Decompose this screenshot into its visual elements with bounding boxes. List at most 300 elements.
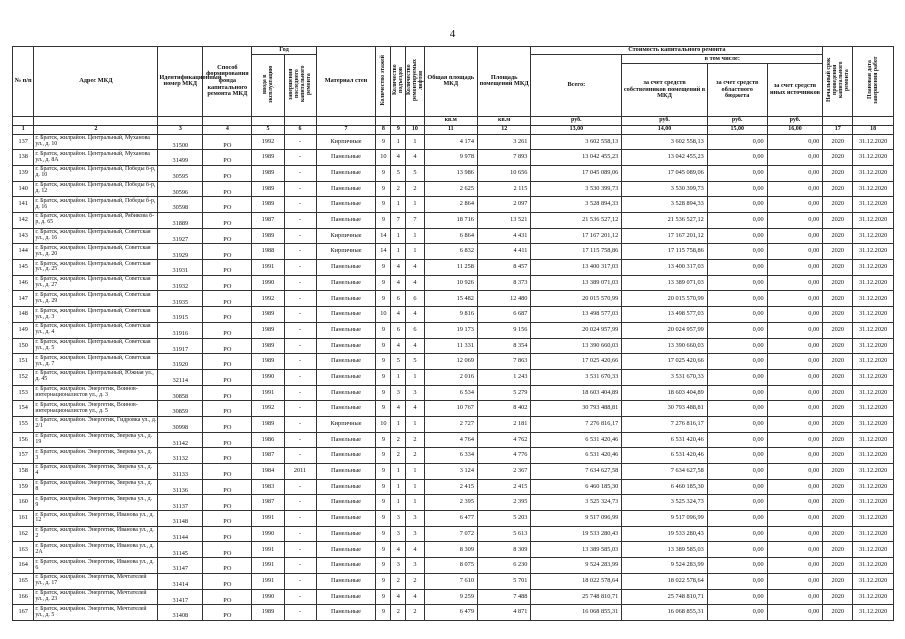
row-id: 30998 [158,416,203,432]
row-walls: Панельные [316,260,376,276]
row-entrances: 1 [391,134,406,150]
row-regional-cost: 0,00 [707,511,767,527]
row-owners-cost: 18 022 578,64 [622,573,708,589]
column-index-cell: 14,00 [622,125,708,134]
row-start: 2020 [823,416,853,432]
row-id: 30596 [158,181,203,197]
row-id: 31148 [158,511,203,527]
row-repaired: 2 [406,432,424,448]
row-year-built: 1992 [252,134,284,150]
row-floors: 9 [376,558,391,574]
row-owners-cost: 25 748 810,71 [622,589,708,605]
row-total-area: 15 482 [424,291,477,307]
row-total-area: 7 610 [424,573,477,589]
row-premises-area: 3 261 [477,134,530,150]
row-other-cost: 0,00 [767,448,823,464]
row-year-last: - [284,228,316,244]
row-walls: Панельные [316,432,376,448]
table-row [13,448,894,464]
row-finish: 31.12.2020 [853,181,894,197]
row-finish: 31.12.2020 [853,275,894,291]
row-owners-cost: 7 276 816,17 [622,416,708,432]
row-address: г. Братск, жилрайон. Центральный, Советская ул., д. 3 [34,307,158,323]
row-id: 31920 [158,354,203,370]
row-other-cost: 0,00 [767,307,823,323]
row-repaired: 4 [406,542,424,558]
row-owners-cost: 3 602 558,13 [622,134,708,150]
row-total-area: 2 727 [424,416,477,432]
row-premises-area: 2 415 [477,479,530,495]
column-index-cell: 17 [823,125,853,134]
row-finish: 31.12.2020 [853,464,894,480]
row-repaired: 2 [406,605,424,621]
table-row [13,416,894,432]
header-entrances: Количество подъездов [391,47,406,117]
row-owners-cost: 20 024 957,99 [622,322,708,338]
row-id: 31136 [158,479,203,495]
row-total-cost: 3 531 670,33 [531,369,622,385]
unit-cell: руб. [531,116,622,125]
row-start: 2020 [823,213,853,229]
row-year-built: 1991 [252,511,284,527]
row-method: РО [203,416,252,432]
row-number: 157 [13,448,34,464]
row-address: г. Братск, жилрайон. Центральный, Победы б-р, д. 12 [34,181,158,197]
row-address: г. Братск, жилрайон. Энергетик, Воинов-интернационалистов ул., д. 3 [34,385,158,401]
row-year-last: - [284,307,316,323]
row-regional-cost: 0,00 [707,385,767,401]
row-total-cost: 3 528 894,33 [531,197,622,213]
row-year-built: 1990 [252,275,284,291]
row-finish: 31.12.2020 [853,401,894,417]
row-premises-area: 8 373 [477,275,530,291]
row-floors: 9 [376,479,391,495]
row-floors: 9 [376,526,391,542]
row-year-built: 1991 [252,542,284,558]
row-repaired: 4 [406,589,424,605]
row-owners-cost: 13 390 660,03 [622,338,708,354]
row-start: 2020 [823,495,853,511]
header-id: Идентификационный номер МКД [158,47,203,117]
row-regional-cost: 0,00 [707,464,767,480]
row-year-last: - [284,401,316,417]
row-year-last: - [284,275,316,291]
row-number: 147 [13,291,34,307]
row-entrances: 5 [391,165,406,181]
row-year-last: - [284,213,316,229]
table-row [13,197,894,213]
table-row [13,307,894,323]
row-method: РО [203,150,252,166]
row-start: 2020 [823,181,853,197]
row-regional-cost: 0,00 [707,165,767,181]
row-id: 31935 [158,291,203,307]
row-floors: 9 [376,511,391,527]
row-year-last: - [284,354,316,370]
row-year-last: - [284,573,316,589]
row-year-last: - [284,542,316,558]
row-premises-area: 2 181 [477,416,530,432]
row-total-area: 2 016 [424,369,477,385]
row-address: г. Братск, жилрайон. Энергетик, Иванова ул., д. 6 [34,558,158,574]
row-year-built: 1988 [252,244,284,260]
row-owners-cost: 13 389 585,03 [622,542,708,558]
row-finish: 31.12.2020 [853,165,894,181]
row-number: 152 [13,369,34,385]
row-regional-cost: 0,00 [707,181,767,197]
row-finish: 31.12.2020 [853,260,894,276]
row-owners-cost: 3 528 894,33 [622,197,708,213]
row-entrances: 4 [391,401,406,417]
row-finish: 31.12.2020 [853,228,894,244]
row-finish: 31.12.2020 [853,369,894,385]
row-finish: 31.12.2020 [853,338,894,354]
row-start: 2020 [823,244,853,260]
row-repaired: 6 [406,291,424,307]
row-id: 31932 [158,275,203,291]
row-floors: 9 [376,181,391,197]
row-finish: 31.12.2020 [853,511,894,527]
row-id: 30598 [158,197,203,213]
row-start: 2020 [823,338,853,354]
row-other-cost: 0,00 [767,542,823,558]
row-other-cost: 0,00 [767,244,823,260]
table-row [13,150,894,166]
row-total-cost: 6 531 420,46 [531,448,622,464]
row-repaired: 4 [406,307,424,323]
row-finish: 31.12.2020 [853,558,894,574]
row-address: г. Братск, жилрайон. Центральный, Советская ул., д. 7 [34,354,158,370]
row-premises-area: 4 411 [477,244,530,260]
row-entrances: 3 [391,511,406,527]
row-regional-cost: 0,00 [707,134,767,150]
row-premises-area: 4 871 [477,605,530,621]
row-total-cost: 17 025 420,66 [531,354,622,370]
row-id: 31929 [158,244,203,260]
row-regional-cost: 0,00 [707,416,767,432]
row-finish: 31.12.2020 [853,495,894,511]
row-entrances: 1 [391,197,406,213]
row-floors: 14 [376,228,391,244]
row-year-built: 1986 [252,432,284,448]
row-number: 139 [13,165,34,181]
row-owners-cost: 17 115 758,86 [622,244,708,260]
row-repaired: 1 [406,495,424,511]
row-total-cost: 13 042 455,23 [531,150,622,166]
row-number: 165 [13,573,34,589]
table-row [13,542,894,558]
row-premises-area: 4 776 [477,448,530,464]
column-index-cell: 3 [158,125,203,134]
row-walls: Панельные [316,589,376,605]
row-year-last: 2011 [284,464,316,480]
table-row [13,479,894,495]
row-total-area: 13 986 [424,165,477,181]
row-owners-cost: 13 042 455,23 [622,150,708,166]
capital-repair-table [12,46,894,621]
row-entrances: 1 [391,369,406,385]
row-start: 2020 [823,385,853,401]
row-other-cost: 0,00 [767,416,823,432]
row-floors: 9 [376,213,391,229]
row-number: 163 [13,542,34,558]
row-regional-cost: 0,00 [707,479,767,495]
row-id: 30595 [158,165,203,181]
row-other-cost: 0,00 [767,228,823,244]
row-id: 31500 [158,134,203,150]
row-finish: 31.12.2020 [853,416,894,432]
row-number: 140 [13,181,34,197]
row-regional-cost: 0,00 [707,542,767,558]
unit-cell: кв.м [424,116,477,125]
row-entrances: 1 [391,479,406,495]
row-regional-cost: 0,00 [707,526,767,542]
row-repaired: 1 [406,479,424,495]
row-total-area: 8 075 [424,558,477,574]
column-index-cell: 1 [13,125,34,134]
row-method: РО [203,385,252,401]
row-repaired: 5 [406,165,424,181]
row-address: г. Братск, жилрайон. Энергетик, Мечтателей ул., д. 5 [34,605,158,621]
row-total-cost: 6 531 420,46 [531,432,622,448]
row-method: РО [203,464,252,480]
row-regional-cost: 0,00 [707,197,767,213]
row-premises-area: 5 613 [477,526,530,542]
row-number: 164 [13,558,34,574]
row-repaired: 4 [406,401,424,417]
header-cost: Стоимость капитального ремонта [531,47,823,55]
row-total-area: 12 069 [424,354,477,370]
row-id: 30858 [158,385,203,401]
table-row [13,322,894,338]
row-finish: 31.12.2020 [853,479,894,495]
row-start: 2020 [823,307,853,323]
row-start: 2020 [823,526,853,542]
row-number: 154 [13,401,34,417]
row-method: РО [203,511,252,527]
row-repaired: 1 [406,464,424,480]
row-other-cost: 0,00 [767,479,823,495]
row-entrances: 3 [391,385,406,401]
row-floors: 9 [376,322,391,338]
row-regional-cost: 0,00 [707,322,767,338]
row-total-area: 8 309 [424,542,477,558]
row-other-cost: 0,00 [767,605,823,621]
row-other-cost: 0,00 [767,165,823,181]
row-year-built: 1991 [252,385,284,401]
row-method: РО [203,244,252,260]
row-repaired: 3 [406,558,424,574]
row-total-area: 7 072 [424,526,477,542]
row-year-last: - [284,338,316,354]
row-year-last: - [284,526,316,542]
row-finish: 31.12.2020 [853,526,894,542]
row-walls: Панельные [316,464,376,480]
column-index-cell: 6 [284,125,316,134]
row-address: г. Братск, жилрайон. Энергетик, Иванова ул., д. 2А [34,542,158,558]
row-year-built: 1991 [252,573,284,589]
row-total-area: 11 331 [424,338,477,354]
row-year-built: 1990 [252,589,284,605]
row-owners-cost: 30 793 488,81 [622,401,708,417]
column-index-row [13,125,894,134]
row-number: 155 [13,416,34,432]
row-start: 2020 [823,542,853,558]
unit-cell: руб. [622,116,708,125]
row-walls: Панельные [316,526,376,542]
row-number: 162 [13,526,34,542]
row-other-cost: 0,00 [767,338,823,354]
row-premises-area: 8 402 [477,401,530,417]
row-premises-area: 9 156 [477,322,530,338]
row-owners-cost: 19 533 280,43 [622,526,708,542]
row-id: 31132 [158,448,203,464]
row-start: 2020 [823,228,853,244]
row-number: 141 [13,197,34,213]
row-address: г. Братск, жилрайон. Центральный, Советская ул., д. 27 [34,275,158,291]
row-address: г. Братск, жилрайон. Центральный, Муханова ул., д. 8А [34,150,158,166]
row-other-cost: 0,00 [767,589,823,605]
row-total-area: 10 926 [424,275,477,291]
row-walls: Панельные [316,401,376,417]
row-walls: Панельные [316,369,376,385]
column-index-cell: 9 [391,125,406,134]
row-finish: 31.12.2020 [853,432,894,448]
row-walls: Кирпичные [316,244,376,260]
row-year-built: 1989 [252,605,284,621]
row-year-built: 1989 [252,354,284,370]
row-year-built: 1989 [252,307,284,323]
row-id: 31917 [158,338,203,354]
row-premises-area: 10 656 [477,165,530,181]
row-id: 31915 [158,307,203,323]
row-finish: 31.12.2020 [853,354,894,370]
row-year-built: 1989 [252,181,284,197]
row-floors: 9 [376,464,391,480]
row-id: 31927 [158,228,203,244]
row-method: РО [203,307,252,323]
row-entrances: 2 [391,181,406,197]
row-address: г. Братск, жилрайон. Центральный, Советская ул., д. 29 [34,291,158,307]
row-repaired: 2 [406,448,424,464]
row-repaired: 3 [406,526,424,542]
row-address: г. Братск, жилрайон. Центральный, Советская ул., д. 20 [34,244,158,260]
row-other-cost: 0,00 [767,558,823,574]
row-id: 31408 [158,605,203,621]
row-total-area: 6 534 [424,385,477,401]
row-number: 153 [13,385,34,401]
table-row [13,338,894,354]
row-year-last: - [284,291,316,307]
row-regional-cost: 0,00 [707,244,767,260]
row-walls: Панельные [316,479,376,495]
row-start: 2020 [823,401,853,417]
column-index-cell: 8 [376,125,391,134]
row-number: 161 [13,511,34,527]
row-total-area: 6 864 [424,228,477,244]
row-floors: 14 [376,244,391,260]
row-regional-cost: 0,00 [707,291,767,307]
row-premises-area: 8 457 [477,260,530,276]
table-row [13,260,894,276]
row-floors: 10 [376,150,391,166]
header-year: Год [252,47,316,55]
row-entrances: 2 [391,573,406,589]
row-start: 2020 [823,589,853,605]
row-total-cost: 13 390 660,03 [531,338,622,354]
row-number: 148 [13,307,34,323]
row-floors: 9 [376,605,391,621]
header-total-area: Общая площадь МКД [424,47,477,117]
row-walls: Панельные [316,605,376,621]
row-other-cost: 0,00 [767,401,823,417]
row-owners-cost: 13 400 317,03 [622,260,708,276]
row-total-cost: 17 115 758,86 [531,244,622,260]
row-number: 156 [13,432,34,448]
row-regional-cost: 0,00 [707,589,767,605]
row-year-last: - [284,385,316,401]
row-owners-cost: 3 525 324,73 [622,495,708,511]
header-finish: Плановая дата завершения работ [853,47,894,117]
row-premises-area: 12 480 [477,291,530,307]
row-id: 32114 [158,369,203,385]
row-address: г. Братск, жилрайон. Энергетик, Гидровка ул., д. 2/1 [34,416,158,432]
row-entrances: 1 [391,464,406,480]
row-number: 166 [13,589,34,605]
row-total-cost: 9 517 096,99 [531,511,622,527]
row-method: РО [203,181,252,197]
row-address: г. Братск, жилрайон. Энергетик, Мечтателей ул., д. 17 [34,573,158,589]
row-other-cost: 0,00 [767,432,823,448]
row-address: г. Братск, жилрайон. Центральный, Советская ул., д. 16 [34,228,158,244]
row-method: РО [203,213,252,229]
row-year-last: - [284,197,316,213]
row-premises-area: 5 279 [477,385,530,401]
header-start: Начальный срок проведения капитального ремонта [823,47,853,117]
row-total-area: 9 978 [424,150,477,166]
row-owners-cost: 7 634 627,58 [622,464,708,480]
row-number: 146 [13,275,34,291]
row-start: 2020 [823,354,853,370]
row-repaired: 4 [406,338,424,354]
row-address: г. Братск, жилрайон. Энергетик, Мечтателей ул., д. 23 [34,589,158,605]
row-finish: 31.12.2020 [853,385,894,401]
row-address: г. Братск, жилрайон. Центральный, Советская ул., д. 25 [34,260,158,276]
row-method: РО [203,495,252,511]
row-regional-cost: 0,00 [707,150,767,166]
row-year-built: 1984 [252,464,284,480]
row-year-last: - [284,260,316,276]
row-start: 2020 [823,275,853,291]
row-owners-cost: 3 530 399,73 [622,181,708,197]
row-method: РО [203,354,252,370]
row-floors: 9 [376,260,391,276]
row-floors: 9 [376,401,391,417]
row-total-area: 18 716 [424,213,477,229]
row-repaired: 2 [406,181,424,197]
row-walls: Кирпичные [316,228,376,244]
row-year-last: - [284,495,316,511]
row-walls: Панельные [316,385,376,401]
row-walls: Панельные [316,558,376,574]
row-year-last: - [284,165,316,181]
row-entrances: 5 [391,354,406,370]
row-floors: 9 [376,275,391,291]
row-repaired: 1 [406,134,424,150]
row-other-cost: 0,00 [767,197,823,213]
row-total-cost: 13 389 585,03 [531,542,622,558]
row-repaired: 4 [406,150,424,166]
